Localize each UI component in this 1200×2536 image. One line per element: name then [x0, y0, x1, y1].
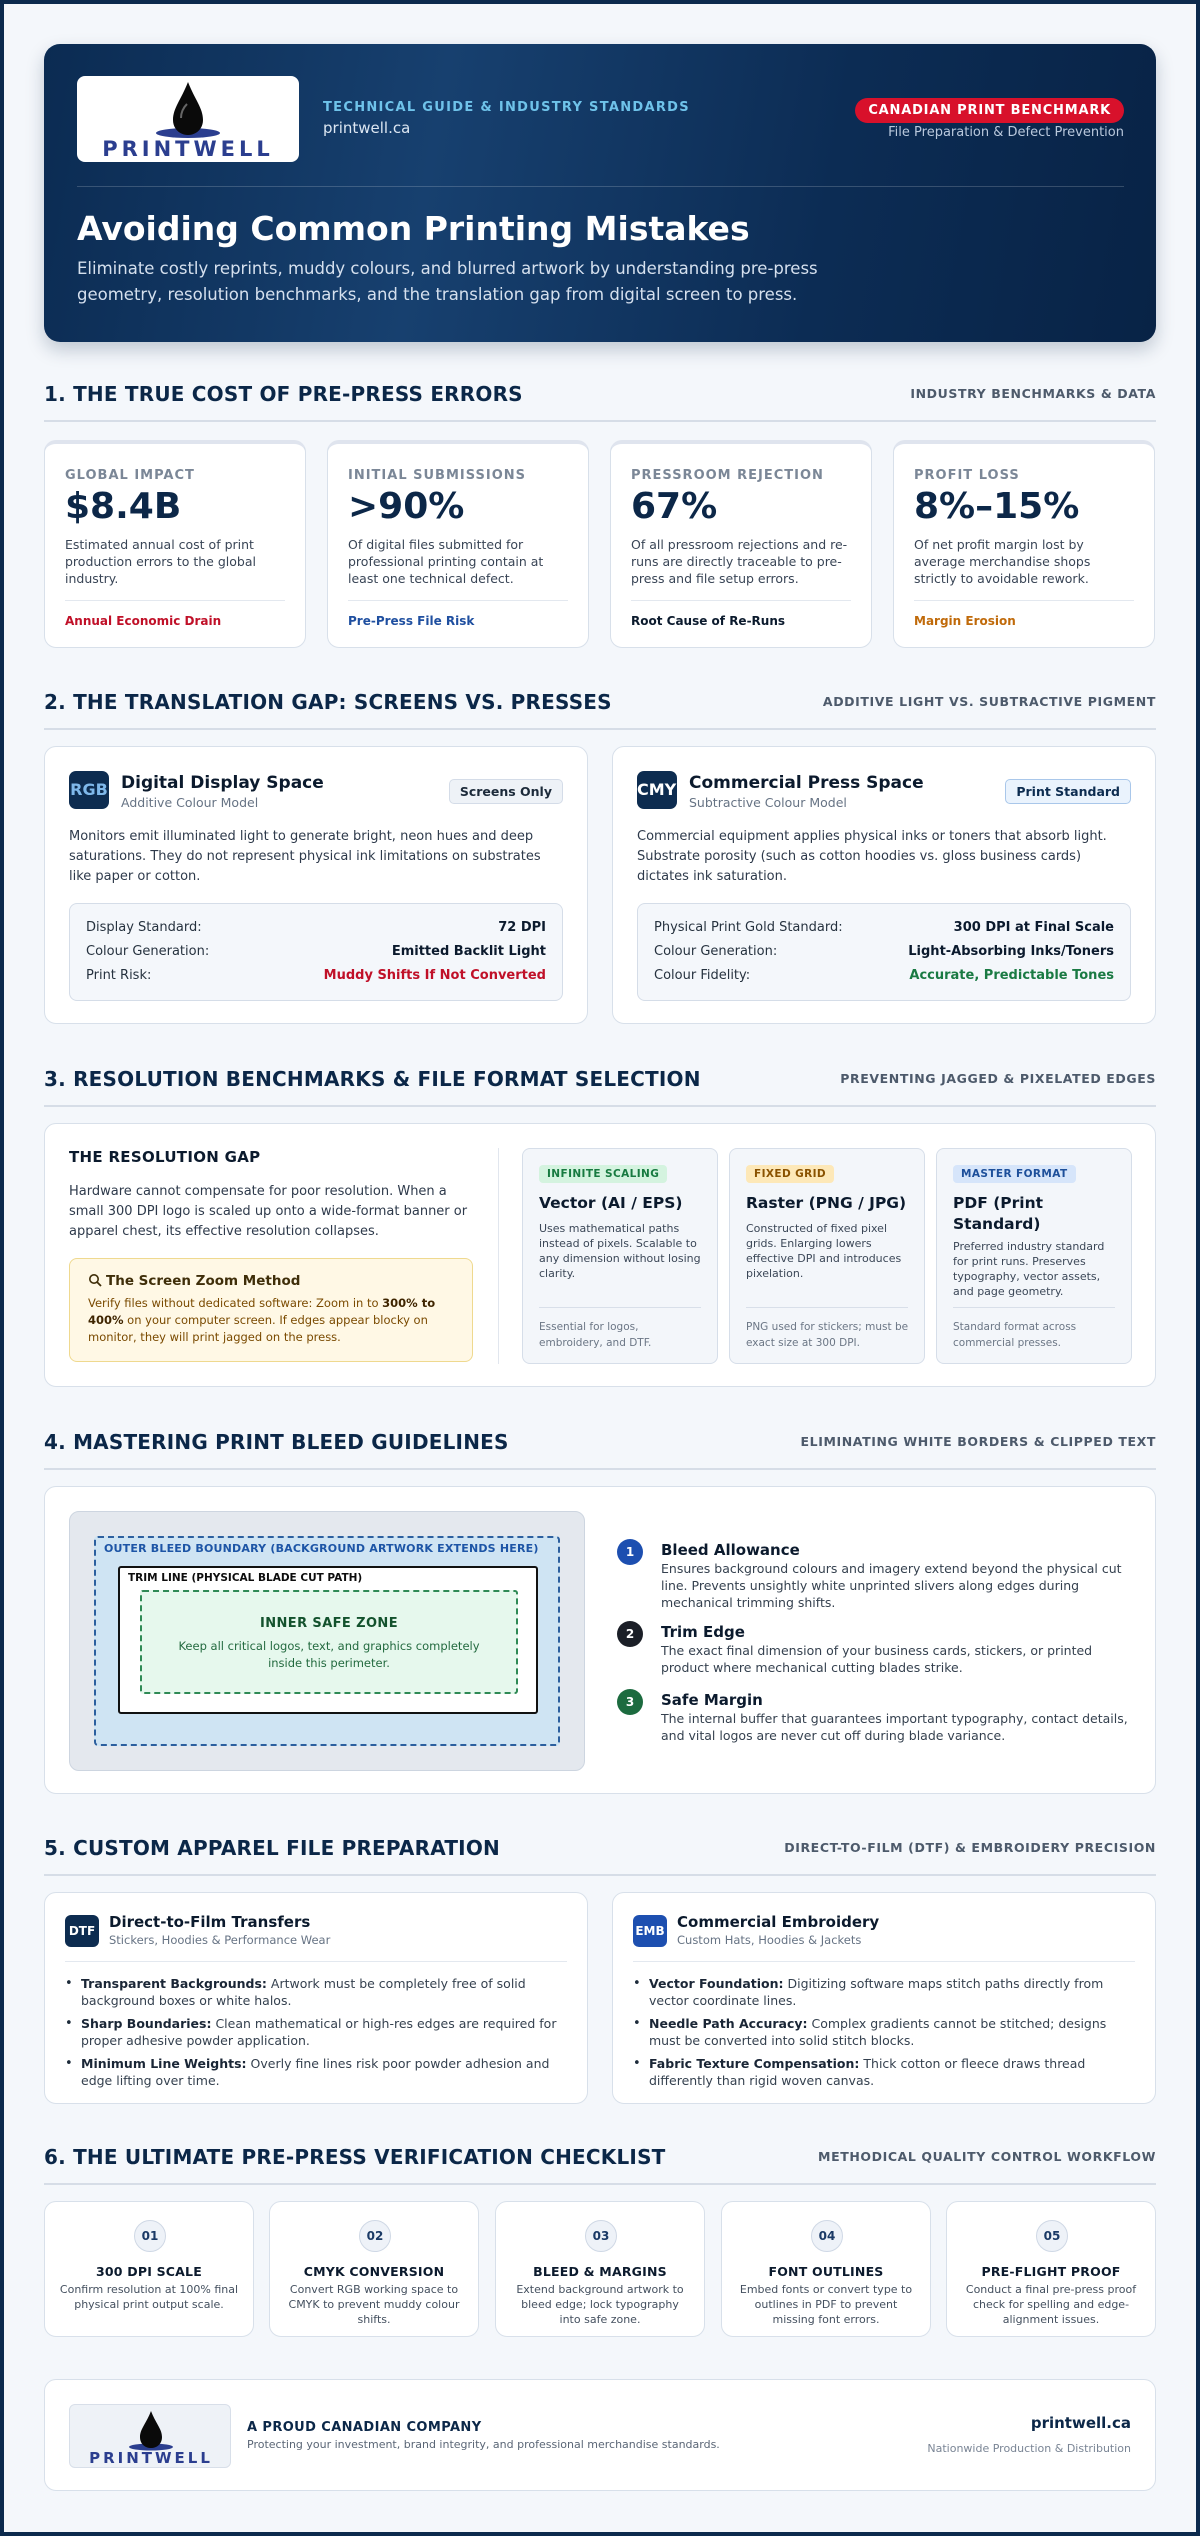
card-divider	[65, 1961, 567, 1962]
list-item-text: Digitizing software maps stitch paths directly from vector coordinate lines.	[649, 1976, 1104, 2008]
section-3-header	[44, 1067, 1156, 1107]
stat-description: Of net profit margin lost by average merchandise shops strictly to avoidable rework.	[914, 537, 1091, 586]
resolution-card	[44, 1123, 1156, 1387]
list-item	[633, 2015, 1137, 2049]
format-footnote: Standard format across commercial presses.	[953, 1321, 1077, 1349]
stat-kicker: INITIAL SUBMISSIONS	[348, 468, 527, 483]
stat-kicker: PRESSROOM REJECTION	[631, 468, 824, 483]
list-item-label: Vector Foundation:	[649, 1976, 784, 1991]
list-item-text: Overly fine lines risk poor powder adhesion and edge lifting over time.	[81, 2056, 550, 2088]
safe-zone	[140, 1590, 518, 1694]
ink-drop-icon	[77, 76, 299, 162]
section-1-header	[44, 382, 1156, 422]
section-1-tag: INDUSTRY BENCHMARKS & DATA	[910, 386, 1156, 401]
list-item-text: Complex gradients cannot be stitched; designs must be converted into solid stitch blocks.	[649, 2016, 1107, 2048]
checklist-text: Extend background artwork to bleed edge; lock typography into safe zone.	[516, 2283, 684, 2326]
raster-format-card	[729, 1148, 925, 1364]
list-item	[633, 1975, 1137, 2009]
checklist-number: 02	[359, 2220, 391, 2252]
checklist-title: CMYK CONVERSION	[303, 2264, 445, 2279]
hero-domain[interactable]: printwell.ca	[323, 119, 411, 137]
format-divider	[539, 1307, 701, 1308]
card-title: Digital Display Space	[121, 773, 324, 793]
stat-footer: Pre-Press File Risk	[348, 614, 475, 628]
benchmark-badge: CANADIAN PRINT BENCHMARK	[855, 98, 1124, 123]
safe-zone-text: Keep all critical logos, text, and graphics completely inside this perimeter.	[178, 1639, 480, 1670]
card-body: Commercial equipment applies physical inks or toners that absorb light. Substrate porosity (such as cotton hoodies vs. gloss business cards) dictates ink saturation.	[637, 829, 1107, 884]
stat-value: >90%	[348, 486, 465, 527]
footer-logo-wordmark: PRINTWELL	[89, 2449, 213, 2467]
step-title: Safe Margin	[661, 1691, 763, 1709]
digital-display-card	[44, 746, 588, 1024]
stat-card	[610, 440, 872, 648]
step-text: The internal buffer that guarantees important typography, contact details, and vital logos are never cut off during blade variance.	[661, 1711, 1128, 1743]
safe-zone-title: INNER SAFE ZONE	[260, 1616, 398, 1631]
spec-row	[86, 944, 546, 959]
format-title: Vector (AI / EPS)	[539, 1194, 683, 1212]
stat-divider	[914, 600, 1134, 601]
list-item-text: Clean mathematical or high-res edges are required for proper adhesive powder application.	[81, 2016, 557, 2048]
step-number: 2	[617, 1621, 643, 1647]
trim-line	[118, 1566, 538, 1714]
hero-kicker: TECHNICAL GUIDE & INDUSTRY STANDARDS	[323, 100, 690, 115]
card-title: Direct-to-Film Transfers	[109, 1913, 311, 1931]
trim-line-label: TRIM LINE (PHYSICAL BLADE CUT PATH)	[128, 1572, 363, 1584]
stat-footer: Root Cause of Re-Runs	[631, 614, 786, 628]
embroidery-card	[612, 1892, 1156, 2104]
bleed-diagram	[69, 1511, 585, 1771]
cmyk-icon: CMYK	[637, 771, 677, 809]
stat-kicker: GLOBAL IMPACT	[65, 468, 195, 483]
format-title: Raster (PNG / JPG)	[746, 1194, 907, 1212]
step-title: Trim Edge	[661, 1623, 745, 1641]
stat-card	[44, 440, 306, 648]
hero-subtag: File Preparation & Defect Prevention	[888, 125, 1124, 140]
section-6-tag: METHODICAL QUALITY CONTROL WORKFLOW	[818, 2149, 1156, 2164]
spec-row	[86, 968, 546, 983]
format-description: Preferred industry standard for print runs. Preserves typography, vector assets, and page geometry.	[953, 1240, 1105, 1298]
stat-footer: Margin Erosion	[914, 614, 1016, 628]
section-5-tag: DIRECT-TO-FILM (DTF) & EMBROIDERY PRECISION	[784, 1840, 1156, 1855]
checklist-title: FONT OUTLINES	[768, 2264, 884, 2279]
checklist-text: Convert RGB working space to CMYK to prevent muddy colour shifts.	[288, 2283, 460, 2326]
step-text: The exact final dimension of your business cards, stickers, or printed product where mechanical cutting blades strike.	[661, 1643, 1093, 1675]
list-item-label: Transparent Backgrounds:	[81, 1976, 267, 1991]
print-standard-badge: Print Standard	[1005, 779, 1131, 804]
step-text: Ensures background colours and imagery extend beyond the physical cut line. Prevents unsightly white unprinted slivers along edges during mechanical trimming shifts.	[661, 1561, 1122, 1610]
bleed-boundary-label: OUTER BLEED BOUNDARY (BACKGROUND ARTWORK EXTENDS HERE)	[104, 1542, 539, 1555]
spec-value: Accurate, Predictable Tones	[909, 968, 1114, 983]
checklist-number: 03	[585, 2220, 617, 2252]
checklist-item	[946, 2201, 1156, 2337]
section-4-header	[44, 1430, 1156, 1470]
stat-value: $8.4B	[65, 486, 182, 527]
list-item-text: Artwork must be completely free of solid background boxes or white halos.	[81, 1976, 526, 2008]
spec-row	[654, 920, 1114, 935]
spec-value: Muddy Shifts If Not Converted	[323, 968, 546, 983]
checklist-item	[269, 2201, 479, 2337]
screen-zoom-callout	[69, 1258, 473, 1362]
zoom-title-text: The Screen Zoom Method	[106, 1273, 301, 1289]
spec-label: Physical Print Gold Standard:	[654, 920, 843, 935]
spec-row	[654, 944, 1114, 959]
zoom-text-pre: Verify files without dedicated software: Zoom in to	[88, 1296, 383, 1310]
card-divider	[633, 1961, 1135, 1962]
section-6-header	[44, 2145, 1156, 2185]
spec-value: 300 DPI at Final Scale	[953, 920, 1114, 935]
spec-label: Print Risk:	[86, 968, 152, 983]
footer-text: Protecting your investment, brand integrity, and professional merchandise standards.	[247, 2438, 720, 2451]
format-divider	[746, 1307, 908, 1308]
checklist-title: 300 DPI SCALE	[96, 2264, 202, 2279]
format-pill: INFINITE SCALING	[539, 1165, 667, 1183]
checklist-text: Confirm resolution at 100% final physical print output scale.	[59, 2283, 239, 2311]
embroidery-icon: EMB	[633, 1915, 667, 1947]
checklist-title: BLEED & MARGINS	[533, 2264, 667, 2279]
footer-title: A PROUD CANADIAN COMPANY	[247, 2420, 482, 2435]
hero-banner	[44, 44, 1156, 342]
section-2-tag: ADDITIVE LIGHT VS. SUBTRACTIVE PIGMENT	[822, 694, 1156, 709]
card-subtitle: Custom Hats, Hoodies & Jackets	[677, 1933, 862, 1947]
stat-kicker: PROFIT LOSS	[914, 468, 1020, 483]
hero-divider	[77, 186, 1124, 187]
section-3-title: 3. RESOLUTION BENCHMARKS & FILE FORMAT SELECTION	[44, 1067, 701, 1091]
screens-only-badge: Screens Only	[449, 779, 563, 804]
checklist-text: Conduct a final pre-press proof check for spelling and edge-alignment issues.	[965, 2283, 1137, 2326]
step-number: 3	[617, 1689, 643, 1715]
logo-wordmark: PRINTWELL	[102, 137, 274, 161]
card-subtitle: Stickers, Hoodies & Performance Wear	[109, 1933, 331, 1947]
section-2-header	[44, 690, 1156, 730]
card-subtitle: Additive Colour Model	[121, 795, 259, 810]
bleed-card	[44, 1486, 1156, 1794]
list-item-label: Sharp Boundaries:	[81, 2016, 212, 2031]
format-description: Constructed of fixed pixel grids. Enlarging lowers effective DPI and introduces pixelation.	[746, 1222, 902, 1280]
spec-label: Colour Fidelity:	[654, 968, 751, 983]
footer-subtext: Nationwide Production & Distribution	[927, 2442, 1131, 2455]
format-pill: FIXED GRID	[746, 1165, 834, 1183]
spec-value: 72 DPI	[498, 920, 546, 935]
spec-row	[654, 968, 1114, 983]
format-description: Uses mathematical paths instead of pixels. Scalable to any dimension without losing clarity.	[539, 1222, 701, 1280]
checklist-item	[495, 2201, 705, 2337]
section-6-title: 6. THE ULTIMATE PRE-PRESS VERIFICATION CHECKLIST	[44, 2145, 666, 2169]
section-5-header	[44, 1836, 1156, 1876]
format-title: PDF (Print Standard)	[953, 1194, 1044, 1233]
stat-value: 8%–15%	[914, 486, 1080, 527]
stat-card	[327, 440, 589, 648]
section-4-title: 4. MASTERING PRINT BLEED GUIDELINES	[44, 1430, 509, 1454]
spec-label: Colour Generation:	[86, 944, 210, 959]
spec-label: Display Standard:	[86, 920, 202, 935]
stat-divider	[631, 600, 851, 601]
stat-divider	[65, 600, 285, 601]
step-title: Bleed Allowance	[661, 1541, 800, 1559]
list-item-label: Fabric Texture Compensation:	[649, 2056, 860, 2071]
spec-label: Colour Generation:	[654, 944, 778, 959]
zoom-title	[88, 1273, 300, 1289]
magnifier-icon	[88, 1273, 102, 1287]
zoom-text-post: on your computer screen. If edges appear blocky on monitor, they will print jagged on the press.	[88, 1313, 428, 1344]
stat-value: 67%	[631, 486, 718, 527]
checklist-item	[721, 2201, 931, 2337]
checklist-number: 01	[134, 2220, 166, 2252]
list-item-text: Thick cotton or fleece draws thread differently than rigid woven canvas.	[649, 2056, 1086, 2088]
step-number: 1	[617, 1539, 643, 1565]
resolution-gap-title: THE RESOLUTION GAP	[69, 1148, 261, 1166]
format-footnote: Essential for logos, embroidery, and DTF.	[539, 1321, 652, 1349]
list-item	[633, 2055, 1137, 2089]
checklist-number: 05	[1036, 2220, 1068, 2252]
list-item	[65, 2055, 569, 2089]
commercial-press-card	[612, 746, 1156, 1024]
bleed-boundary	[94, 1536, 560, 1746]
page-lead: Eliminate costly reprints, muddy colours, and blurred artwork by understanding pre-press geometry, resolution benchmarks, and the translation gap from digital screen to press.	[77, 259, 818, 304]
stat-card	[893, 440, 1155, 648]
format-footnote: PNG used for stickers; must be exact size at 300 DPI.	[746, 1321, 909, 1349]
page-title: Avoiding Common Printing Mistakes	[77, 209, 750, 248]
resolution-gap-body: Hardware cannot compensate for poor resolution. When a small 300 DPI logo is scaled up onto a wide-format banner or apparel chest, its effective resolution collapses.	[69, 1184, 468, 1239]
footer-card	[44, 2379, 1156, 2491]
stat-description: Estimated annual cost of print production errors to the global industry.	[65, 537, 256, 586]
zoom-text	[88, 1295, 458, 1346]
printwell-logo[interactable]	[77, 76, 299, 162]
spec-row	[86, 920, 546, 935]
spec-value: Emitted Backlit Light	[391, 944, 546, 959]
section-4-tag: ELIMINATING WHITE BORDERS & CLIPPED TEXT	[800, 1434, 1156, 1449]
list-item	[65, 1975, 569, 2009]
stat-description: Of digital files submitted for professional printing contain at least one technical defect.	[348, 537, 544, 586]
vector-format-card	[522, 1148, 718, 1364]
section-1-title: 1. THE TRUE COST OF PRE-PRESS ERRORS	[44, 382, 523, 406]
card-title: Commercial Embroidery	[677, 1913, 880, 1931]
list-item-label: Needle Path Accuracy:	[649, 2016, 808, 2031]
rgb-icon: RGB	[69, 771, 109, 809]
pdf-format-card	[936, 1148, 1132, 1364]
section-5-title: 5. CUSTOM APPAREL FILE PREPARATION	[44, 1836, 500, 1860]
zoom-text-bold: 300% to 400%	[88, 1296, 436, 1327]
footer-logo[interactable]	[69, 2404, 231, 2468]
dtf-card	[44, 1892, 588, 2104]
card-subtitle: Subtractive Colour Model	[689, 795, 847, 810]
stat-description: Of all pressroom rejections and re-runs are directly traceable to pre-press and file setup errors.	[631, 537, 848, 586]
checklist-item	[44, 2201, 254, 2337]
stat-divider	[348, 600, 568, 601]
section-3-tag: PREVENTING JAGGED & PIXELATED EDGES	[840, 1071, 1156, 1086]
checklist-text: Embed fonts or convert type to outlines in PDF to prevent missing font errors.	[739, 2283, 913, 2326]
spec-box	[637, 903, 1131, 1001]
checklist-number: 04	[811, 2220, 843, 2252]
card-title: Commercial Press Space	[689, 773, 924, 793]
footer-domain-link[interactable]: printwell.ca	[1030, 2414, 1131, 2432]
format-pill: MASTER FORMAT	[953, 1165, 1076, 1183]
ink-drop-icon	[70, 2405, 232, 2469]
dtf-icon: DTF	[65, 1915, 99, 1947]
list-item	[65, 2015, 569, 2049]
section-2-title: 2. THE TRANSLATION GAP: SCREENS VS. PRESSES	[44, 690, 612, 714]
spec-box	[69, 903, 563, 1001]
format-divider	[953, 1307, 1115, 1308]
checklist-title: PRE-FLIGHT PROOF	[981, 2264, 1121, 2279]
list-item-label: Minimum Line Weights:	[81, 2056, 247, 2071]
stat-footer: Annual Economic Drain	[65, 614, 222, 628]
card-body: Monitors emit illuminated light to generate bright, neon hues and deep saturations. They do not represent physical ink limitations on substrates like paper or cotton.	[69, 829, 541, 884]
spec-value: Light-Absorbing Inks/Toners	[908, 944, 1114, 959]
resolution-divider	[498, 1148, 499, 1364]
